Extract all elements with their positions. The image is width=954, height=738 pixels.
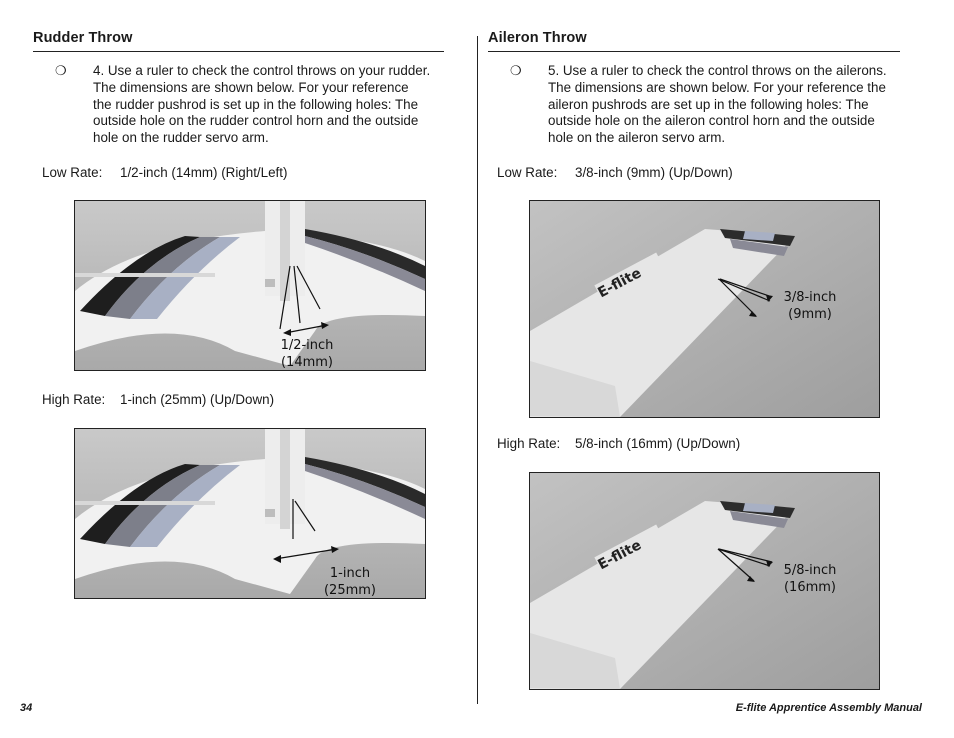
low-rate-label: Low Rate: (42, 165, 103, 180)
photo-dimension-label: (25mm) (323, 583, 377, 598)
low-rate-label: Low Rate: (497, 165, 558, 180)
paragraph-line: The dimensions are shown below. For your reference the (548, 79, 886, 95)
photo-dimension-label: 1/2-inch (280, 338, 334, 353)
paragraph-line: the rudder pushrod is set up in the following holes: The (93, 96, 419, 112)
photo-dimension-label: (14mm) (280, 355, 334, 370)
section-heading-rudder-throw: Rudder Throw (33, 30, 133, 46)
low-rate-value: 3/8-inch (9mm) (Up/Down) (575, 165, 733, 180)
manual-title: E-flite Apprentice Assembly Manual (735, 702, 922, 714)
paragraph-line: outside hole on the aileron control horn and the outside (548, 113, 875, 129)
instruction-paragraph (93, 63, 453, 147)
heading-rule (33, 51, 444, 52)
page-number: 34 (20, 702, 33, 714)
aileron-low-rate-photo (529, 200, 880, 418)
instruction-paragraph (548, 63, 918, 147)
high-rate-value: 1-inch (25mm) (Up/Down) (120, 392, 275, 407)
brand-logo-text: E-flite (595, 265, 645, 302)
paragraph-line: outside hole on the rudder control horn and the outside (93, 113, 419, 129)
photo-dimension-label: (9mm) (788, 307, 832, 322)
high-rate-value: 5/8-inch (16mm) (Up/Down) (575, 436, 741, 451)
checkbox-bullet-icon: ❍ (510, 63, 522, 78)
column-divider (477, 36, 478, 704)
aileron-high-rate-photo (529, 472, 880, 690)
section-heading-aileron-throw: Aileron Throw (488, 30, 587, 46)
paragraph-line: 5. Use a ruler to check the control throws on the ailerons. (548, 63, 887, 78)
heading-rule (488, 51, 900, 52)
high-rate-label: High Rate: (42, 392, 106, 407)
paragraph-line: aileron pushrods are set up in the following holes: The (548, 96, 869, 112)
photo-dimension-label: 3/8-inch (783, 290, 837, 305)
paragraph-line: hole on the rudder servo arm. (93, 130, 269, 146)
low-rate-value: 1/2-inch (14mm) (Right/Left) (120, 165, 288, 180)
rudder-high-rate-photo (74, 428, 426, 599)
paragraph-line: 4. Use a ruler to check the control throws on your rudder. (93, 63, 431, 78)
high-rate-label: High Rate: (497, 436, 561, 451)
photo-dimension-label: (16mm) (783, 580, 837, 595)
brand-logo-text: E-flite (595, 537, 645, 574)
checkbox-bullet-icon: ❍ (55, 63, 67, 78)
paragraph-line: The dimensions are shown below. For your reference (93, 79, 409, 95)
photo-dimension-label: 1-inch (329, 566, 371, 581)
photo-dimension-label: 5/8-inch (783, 563, 837, 578)
paragraph-line: hole on the aileron servo arm. (548, 130, 726, 146)
rudder-low-rate-photo (74, 200, 426, 371)
